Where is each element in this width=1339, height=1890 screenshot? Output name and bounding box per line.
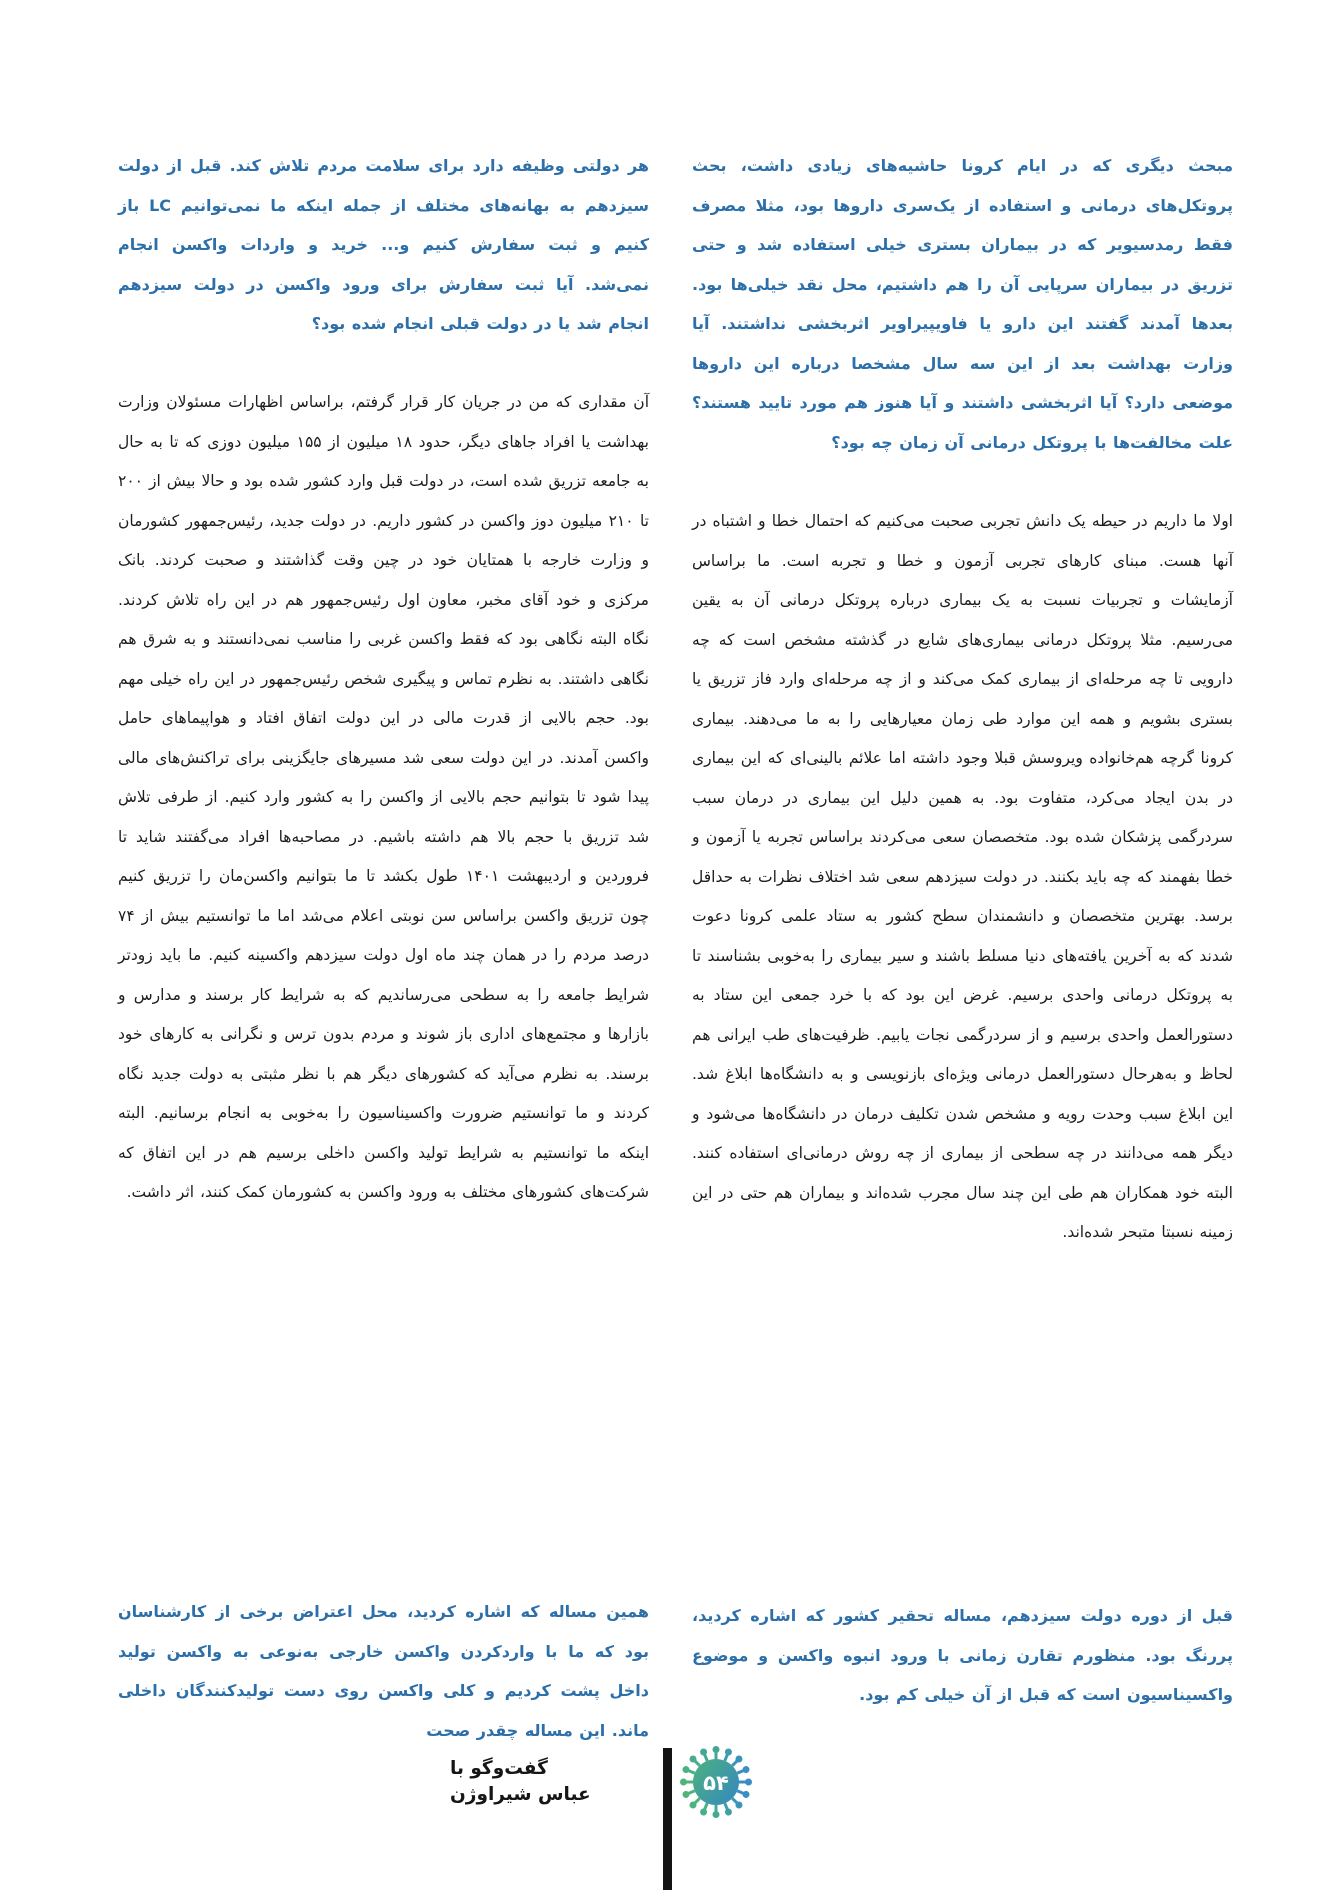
interview-answer-right: اولا ما داریم در حیطه یک دانش تجربی صحبت می‌کنیم که احتمال خطا و اشتباه در آنها هست. مبنای کارهای تجربی آزمون و خطا و تجربه است. ما براساس آزمایشات و تجربیات نسبت به یک بیماری درباره پروتکل درمانی آن به یقین می‌رسیم. مثلا پروتکل درمانی بیماری‌های شایع در گذشته مشخص است که چه دارویی تا چه مرحله‌ای از بیماری کمک می‌کند و از چه مرحله‌ای وارد فاز تزریق یا بستری بشویم و همه این موارد طی زمان معیارهایی را به ما می‌دهند. بیماری کرونا گرچه هم‌خانواده ویروسش قبلا وجود داشته اما علائم بالینی‌ای که این بیماری در بدن ایجاد می‌کرد، متفاوت بود. به همین دلیل این بیماری در درمان سبب سردرگمی پزشکان شده بود. متخصصان سعی می‌کردند براساس تجربه یا آزمون و خطا بفهمند که چه باید بکنند. در دولت سیزدهم سعی شد اختلاف نظرات به حداقل برسد. بهترین متخصصان و دانشمندان سطح کشور به ستاد علمی کرونا دعوت شدند که به آخرین یافته‌های دنیا مسلط باشند و سیر بیماری را به‌خوبی بشناسند تا به پروتکل درمانی واحدی برسیم. غرض این بود که با خرد جمعی این ستاد به دستورالعمل واحدی برسیم و از سردرگمی نجات یابیم. ظرفیت‌های طب ایرانی هم لحاظ و به‌هرحال دستورالعمل درمانی ویژه‌ای بازنویسی و به دانشگاه‌ها ابلاغ شد. این ابلاغ سبب وحدت رویه و مشخص شدن تکلیف درمان در دانشگاه‌ها می‌شود و دیگر همه می‌دانند در چه سطحی از بیماری از چه روش درمانی‌ای استفاده کنند. البته خود همکاران هم طی این چند سال مجرب شده‌اند و بیماران هم حتی در این زمینه نسبتا متبحر شده‌اند.	[692, 512, 1233, 1241]
page-number: ۵۴	[703, 1771, 729, 1795]
interview-question-right-top: مبحث دیگری که در ایام کرونا حاشیه‌های زیادی داشت، بحث پروتکل‌های درمانی و استفاده از یک‌سری داروها بود، مثلا مصرف فقط رمدسیویر که در بیماران بستری خیلی استفاده شد و حتی تزریق در بیماران سرپایی آن را هم داشتیم، محل نقد خیلی‌ها بود. بعدها آمدند گفتند این دارو یا فاویپیراویر اثربخشی نداشتند. آیا وزارت بهداشت بعد از این سه سال مشخصا درباره این داروها موضعی دارد؟ آیا اثربخشی داشتند و آیا هنوز هم مورد تایید هستند؟ علت مخالفت‌ها با پروتکل درمانی آن زمان چه بود؟	[692, 156, 1233, 452]
footer-caption	[450, 1756, 653, 1808]
interview-question-right-bottom: قبل از دوره دولت سیزدهم، مساله تحقیر کشور که اشاره کردید، پررنگ بود. منظورم تقارن زمانی با ورود انبوه واکسن و موضوع واکسیناسیون است که قبل از آن خیلی کم بود.	[692, 1606, 1233, 1704]
interview-answer-left: آن مقداری که من در جریان کار قرار گرفتم، براساس اظهارات مسئولان وزارت بهداشت یا افراد جاهای دیگر، حدود ۱۸ میلیون از ۱۵۵ میلیون دوزی که تا به حال به جامعه تزریق شده است، در دولت قبل وارد کشور شده بود و حالا بیش از ۲۰۰ تا ۲۱۰ میلیون دوز واکسن در کشور داریم. در دولت جدید، رئیس‌جمهور کشورمان و وزارت خارجه با همتایان خود در چین وقت گذاشتند و صحبت کردند. بانک مرکزی و خود آقای مخبر، معاون اول رئیس‌جمهور هم در این راه تلاش کردند. نگاه البته نگاهی بود که فقط واکسن غربی را مناسب نمی‌دانستند و به شرق هم نگاهی داشتند. به نظرم تماس و پیگیری شخص رئیس‌جمهور در این راه خیلی مهم بود. حجم بالایی از قدرت مالی در این دولت اتفاق افتاد و هواپیماهای حامل واکسن آمدند. در این دولت سعی شد مسیرهای جایگزینی برای تراکنش‌های مالی پیدا شود تا بتوانیم حجم بالایی از واکسن را به کشور وارد کنیم. از طرفی تلاش شد تزریق با حجم بالا هم داشته باشیم. در مصاحبه‌ها افراد می‌گفتند شاید تا فروردین و اردیبهشت ۱۴۰۱ طول بکشد تا ما بتوانیم واکسن‌مان را تزریق کنیم چون تزریق واکسن براساس سن نوبتی اعلام می‌شد اما ما توانستیم بیش از ۷۴ درصد مردم را در همان چند ماه اول دولت سیزدهم واکسینه کنیم. ما باید زودتر شرایط جامعه را به سطحی می‌رساندیم که به شرایط کار برسند و مدارس و بازارها و مجتمع‌های اداری باز شوند و مردم بدون ترس و نگرانی به کارهای خود برسند. به نظرم می‌آید که کشورهای دیگر هم با نظر مثبتی به دولت جدید نگاه کردند و ما توانستیم ضرورت واکسیناسیون را به‌خوبی به انجام برسانیم. البته اینکه ما توانستیم به شرایط تولید واکسن داخلی برسیم هم در این اتفاق که شرکت‌های کشورهای مختلف به ورود واکسن به کشورمان کمک کنند، اثر داشت.	[118, 393, 649, 1201]
footer-caption-line1: گفت‌وگو با	[450, 1758, 548, 1779]
interview-question-left-top: هر دولتی وظیفه دارد برای سلامت مردم تلاش کند. قبل از دولت سیزدهم به بهانه‌های مختلف از جمله اینکه ما نمی‌توانیم LC باز کنیم و ثبت سفارش کنیم و... خرید و واردات واکسن انجام نمی‌شد. آیا ثبت سفارش برای ورود واکسن در دولت سیزدهم انجام شد یا در دولت قبلی انجام شده بود؟	[118, 156, 650, 333]
coronavirus-icon	[676, 1742, 756, 1822]
footer-divider-bar	[663, 1748, 672, 1890]
footer-caption-line2: عباس شیراوژن	[450, 1784, 591, 1805]
interview-question-left-bottom: همین مساله که اشاره کردید، محل اعتراض برخی از کارشناسان بود که ما با واردکردن واکسن خارجی به‌نوعی به واکسن تولید داخل پشت کردیم و کلی واکسن روی دست تولیدکنندگان داخلی ماند. این مساله چقدر صحت	[118, 1602, 649, 1740]
